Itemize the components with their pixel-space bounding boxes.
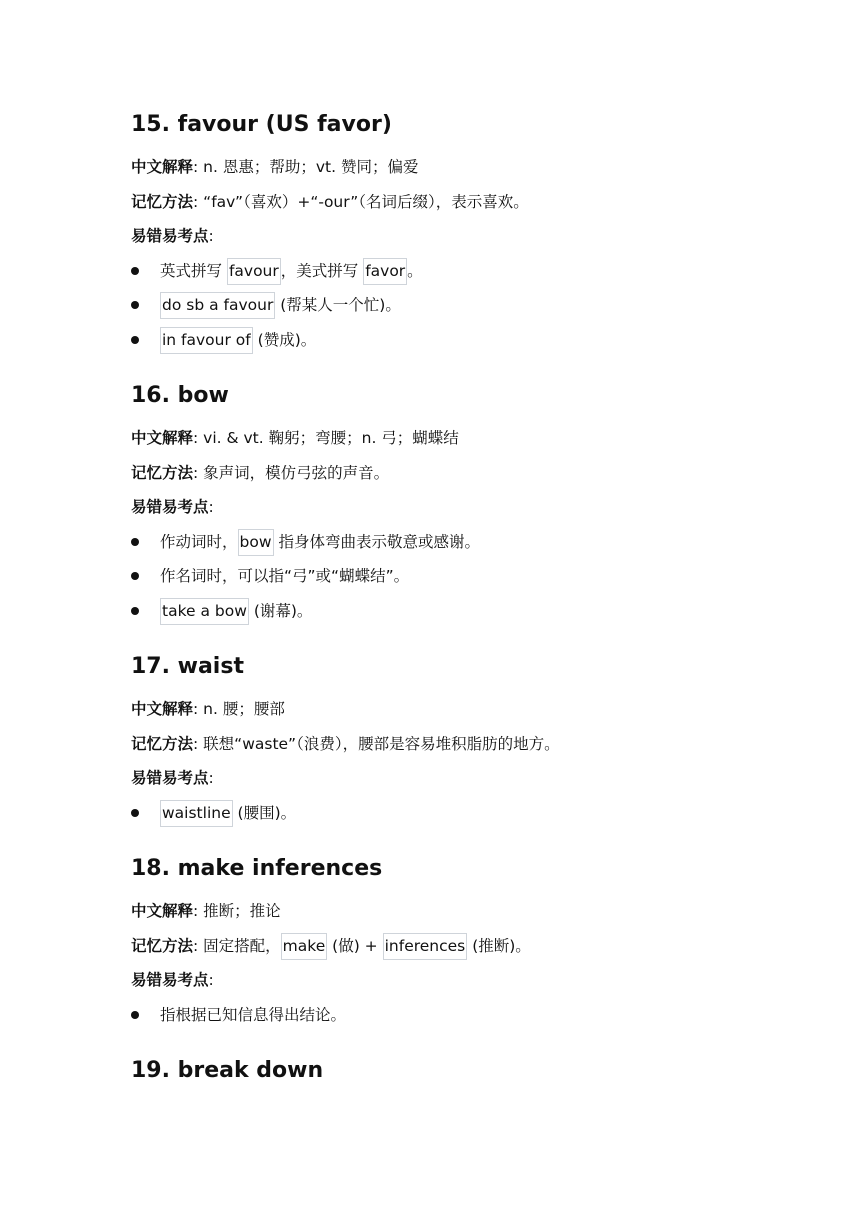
meaning-label: 中文解释 (131, 429, 194, 447)
meaning-text: : vi. & vt. 鞠躬；弯腰；n. 弓；蝴蝶结 (193, 429, 459, 447)
meaning-text: : n. 腰；腰部 (193, 700, 285, 718)
meaning-text: : n. 恩惠；帮助；vt. 赞同；偏爱 (193, 158, 419, 176)
entry-waist (131, 642, 771, 830)
term-highlight: take a bow (160, 598, 249, 625)
memory-text: : 联想“waste”（浪费），腰部是容易堆积脂肪的地方。 (193, 734, 560, 753)
pitfall-label: 易错易考点 (131, 227, 209, 245)
section-gap (131, 1032, 771, 1046)
entry-title: 19. break down (131, 1058, 324, 1083)
entry-favour (131, 100, 771, 357)
bullet-icon (131, 336, 139, 344)
memory-text: : “fav”（喜欢）+“-our”（名词后缀），表示喜欢。 (193, 192, 529, 211)
term-highlight: inferences (383, 933, 468, 960)
bullet-text: 作动词时， (160, 532, 238, 551)
term-highlight: do sb a favour (160, 292, 275, 319)
pitfall-label: 易错易考点 (131, 498, 209, 516)
section-gap (131, 830, 771, 844)
bullet-text: 指根据已知信息得出结论。 (160, 1005, 347, 1024)
meaning-line (131, 894, 771, 929)
bullet-text: 。 (407, 261, 423, 280)
meaning-text: : 推断；推论 (193, 902, 281, 920)
memory-label: 记忆方法 (131, 734, 194, 753)
pitfall-colon: : (208, 971, 214, 989)
pitfall-colon: : (208, 227, 214, 245)
memory-line (131, 185, 771, 220)
pitfall-line (131, 490, 771, 525)
bullet-text: 英式拼写 (160, 261, 227, 280)
term-highlight: in favour of (160, 327, 253, 354)
meaning-line (131, 150, 771, 185)
bullet-icon (131, 1011, 139, 1019)
list-item (131, 796, 771, 831)
bullet-text: (腰围)。 (232, 803, 297, 822)
list-item (131, 525, 771, 560)
entry-title: 16. bow (131, 383, 229, 408)
bullet-text: 作名词时，可以指“弓”或“蝴蝶结”。 (160, 567, 410, 585)
memory-line (131, 727, 771, 762)
meaning-label: 中文解释 (131, 700, 194, 718)
entry-bow (131, 371, 771, 628)
bullet-icon (131, 267, 139, 275)
term-highlight: waistline (160, 800, 233, 827)
list-item (131, 594, 771, 629)
memory-text: : 象声词，模仿弓弦的声音。 (193, 463, 390, 482)
entry-title: 18. make inferences (131, 856, 383, 881)
entry-title: 17. waist (131, 654, 244, 679)
memory-label: 记忆方法 (131, 936, 194, 955)
list-item (131, 323, 771, 358)
bullet-text: 指身体弯曲表示敬意或感谢。 (273, 532, 480, 551)
bullet-icon (131, 538, 139, 546)
meaning-line (131, 692, 771, 727)
bullet-icon (131, 572, 139, 580)
memory-label: 记忆方法 (131, 463, 194, 482)
pitfall-line (131, 219, 771, 254)
bullet-icon (131, 809, 139, 817)
list-item (131, 288, 771, 323)
bullet-icon (131, 607, 139, 615)
bullet-text: (帮某人一个忙)。 (275, 296, 401, 314)
document-body (131, 100, 771, 1096)
pitfall-line (131, 963, 771, 998)
section-gap (131, 628, 771, 642)
meaning-line (131, 421, 771, 456)
memory-text: : 固定搭配， (193, 936, 281, 955)
pitfall-line (131, 761, 771, 796)
term-highlight: favor (363, 258, 407, 285)
entry-make-inferences (131, 844, 771, 1032)
bullet-text: (赞成)。 (252, 330, 317, 349)
list-item (131, 998, 771, 1033)
list-item (131, 254, 771, 289)
bullet-text: (谢幕)。 (248, 601, 313, 620)
section-gap (131, 357, 771, 371)
entry-break-down (131, 1046, 771, 1096)
term-highlight: favour (227, 258, 281, 285)
list-item (131, 559, 771, 594)
meaning-label: 中文解释 (131, 158, 194, 176)
pitfall-label: 易错易考点 (131, 769, 209, 787)
memory-line (131, 929, 771, 964)
term-highlight: bow (238, 529, 274, 556)
memory-label: 记忆方法 (131, 192, 194, 211)
memory-text: (推断)。 (467, 936, 531, 955)
memory-text: (做) + (327, 936, 383, 955)
term-highlight: make (281, 933, 328, 960)
pitfall-label: 易错易考点 (131, 971, 209, 989)
bullet-text: ，美式拼写 (280, 261, 364, 280)
bullet-icon (131, 301, 139, 309)
memory-line (131, 456, 771, 491)
pitfall-colon: : (208, 498, 214, 516)
meaning-label: 中文解释 (131, 902, 194, 920)
pitfall-colon: : (208, 769, 214, 787)
entry-title: 15. favour (US favor) (131, 112, 392, 137)
